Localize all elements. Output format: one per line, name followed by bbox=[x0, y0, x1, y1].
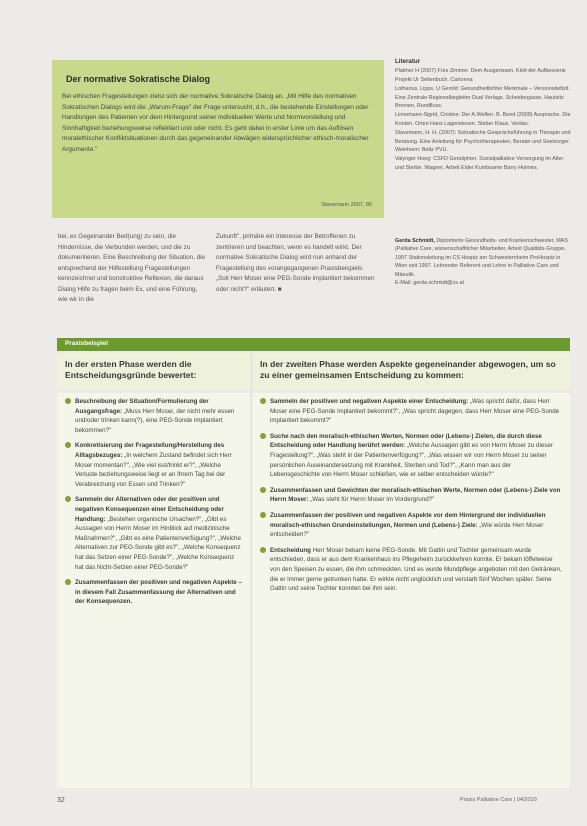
literatur-entry: Plattner H (2007) Fürs Zimmer. Dem Ausgerissen. Klett der Aufbesserie Projekt Ur Seitenbuch. Cartonna bbox=[395, 68, 566, 83]
author-name: Gerda Schmidt, bbox=[395, 238, 435, 244]
literatur-entry: Stavemann, H. H. (2007): Sokratische Gesprächsführung in Therapie und Beratung. Eine Anleitung für Psychotherapeuten, Berater und Seelsorger. Weinheim: Beltz PVU. bbox=[395, 130, 571, 154]
list-item: Sammeln der positiven und negativen Aspekte einer Entscheidung: „Was spricht dafür, dass Herr Moser eine PEG-Sonde implantiert bekommt?", „Was spricht dagegen, dass Herr Moser eine PEG-Sonde implantiert bekommt?" bbox=[260, 397, 562, 426]
box-body: Bei ethischen Fragestellungen zielst sich der normative Sokratische Dialog an. „Mit Hilfe des normativen Sokratischen Dialogs wird die „Warum-Frage" der Frage untersucht, d.h., die bestehende Einstellungen oder Handlungen des Patienten vor dem Hintergrund seiner individuellen Werte und Normvorstellung und Sinnhaftigkeit beziehungsweise reflektiert und oder nicht. Es geht dabei in erster Linie um das Auflösen moralethischer Konfliktsituationen durch das gegeneinander Abwägen widersprüchlicher ethisch-moralischer Argumente." bbox=[62, 93, 369, 153]
bullet-icon bbox=[65, 496, 71, 502]
phase1-list bbox=[57, 393, 250, 788]
list-item: Entscheidung Herr Moser bekam keine PEG-Sonde. Mit Gattin und Tochter gemeinsam wurde entschieden, dass er aus dem Krankenhaus ins Pflegeheim zurückkehren konnte. Er bekam löffelweise von den Speisen zu essen, die ihm schmeckten. Und es wurde Mundpflege angeboten mit den Getränken, die er immer gerne getrunken hatte. Er wirkte nicht unglücklich und verstarb fünf Wochen später. Seine Gattin und seine Tochter konnten bei ihm sein. bbox=[260, 546, 562, 594]
bullet-icon bbox=[260, 547, 266, 553]
praxisbeispiel-label: Praxisbeispiel bbox=[65, 340, 108, 347]
journal-footer: Praxis Palliative Care | 04/2010 bbox=[460, 797, 537, 803]
list-item: Beschreibung der Situation/Formulierung der Ausgangsfrage: „Muss Herr Moser, der nicht mehr essen und/oder trinken kann(?), eine PEG-Sonde implantiert bekommen?" bbox=[65, 397, 242, 435]
phase2-heading: In der zweiten Phase werden Aspekte gegeneinander abgewogen, um so zu einer gemeinsamen Entscheidung zu kommen: bbox=[252, 353, 570, 389]
literatur-entry: Lotharius, Lipps, U Gerold: Gesundheitlichter Merkmale – Versionsdefizit. Eine Zentrale Regionalbegleiter Dual Verlags. Scheidergasse, Hautsitz Bremen, Rundfluss. bbox=[395, 86, 570, 110]
list-item: Suche nach den moralisch-ethischen Werten, Normen oder (Lebens-) Zielen, die durch diese Entscheidung oder Handlung berührt werden: „Welche Aussagen gibt es von Herrn Moser zu dieser Fragestellung?", „Was steht in der Patientenverfügung?", „Was wissen wir von Herrn Moser zu seiner persönlichen Auseinandersetzung mit Krankheit, Sterben und Tod?", „Kann man aus der Lebensgeschichte von Herrn Moser schließen, wie er selber entscheiden würde?" bbox=[260, 432, 562, 480]
bullet-icon bbox=[65, 442, 71, 448]
author-email[interactable]: E-Mail: gerda.schmidt@cs.at bbox=[395, 280, 464, 287]
bullet-icon bbox=[65, 579, 71, 585]
bullet-icon bbox=[65, 398, 71, 404]
literatur-heading: Literatur bbox=[395, 58, 421, 65]
list-item: Zusammenfassen und Gewichten der moralisch-ethischen Werte, Normen oder (Lebens-) Ziele von Herrn Moser: „Was steht für Herrn Moser im Vordergrund?" bbox=[260, 486, 562, 505]
author-bio bbox=[395, 237, 571, 287]
list-item: Sammeln der Alternativen oder der positiven und negativen Konsequenzen einer Entscheidung oder Handlung: „Bestehen organische Ursachen?", „Gibt es Aussagen von Herrn Moser im Hinblick auf medizinische Maßnahmen?", „Gibt es eine Patientenverfügung?", „Welche Alternativen zur PEG-Sonde gibt es?", „Welche Konsequenz hat das Setzen einer PEG-Sonde?", „Welche Konsequenz hat das Nicht-Setzen einer PEG-Sonde?" bbox=[65, 495, 242, 572]
list-item: Zusammenfassen der positiven und negativen Aspekte vor dem Hintergrund der individuellen moralisch-ethischen Grundeinstellungen, Normen und (Lebens-) Ziele: „Wie würde Herr Moser entscheiden?" bbox=[260, 511, 562, 540]
phase1-heading: In der ersten Phase werden die Entscheidungsgründe bewertet: bbox=[57, 353, 250, 389]
body-text-right: Zukunft", primäre ein Interesse der Betroffenen zu zentrieren und beachten, wenn es handelt wirkt. Der normative Sokratische Dialog wird nun anhand der Fragestellung des vorangegangenen Praxisbeispiels „Soll Herr Moser eine PEG-Sonde implantiert bekommen oder nicht?" erläutert. ■ bbox=[216, 233, 375, 293]
sokratischer-dialog-box bbox=[52, 60, 384, 218]
literatur-column bbox=[395, 58, 571, 173]
literatur-entry: Valynger Hoeg: CSFD Gerutiphen. Sozialpalliative Versorgung im Alter und Sterbe. Wagner, Arbeit Elder Kumbsame Barry Holmes. bbox=[395, 156, 564, 171]
bullet-icon bbox=[260, 433, 266, 439]
bullet-icon bbox=[260, 398, 266, 404]
bullet-icon bbox=[260, 512, 266, 518]
bullet-icon bbox=[260, 487, 266, 493]
page-number: 32 bbox=[57, 797, 65, 804]
body-text-left: bei, es Gegeinander Bed(ung) zu sein, die Hindernisse, die Verbunden werden, und die zu dokumentieren. Eine Beschreibung der Situation, die entsprechend der Hilfestellung Fragestellungen kennzeichnet und konstruktive Reflexion, die daraus Dialog Hilfe zu fragen beim Ex, und eine Führung, wie wir in die bbox=[58, 233, 206, 303]
praxisbeispiel-bar bbox=[57, 338, 570, 351]
author-description: Diplomierte Gesundheits- und Krankenschwester, MAS (Palliative Care, wissenschaftlicher Mitarbeiter, Arbeit Qualitäts-Gruppe, 1997 Stationsleitung im CS Hospiz am Schwesternheim ProHospiz in Wien seit 1997. Lehrender Referent und Lehre in Palliative Care und Mäeutik. bbox=[395, 238, 568, 278]
box-title: Der normative Sokratische Dialog bbox=[66, 74, 211, 84]
literatur-entry: Linnemann-Sigrid, Cristine: Der A.Welfen. B. Bend (2009) Ausprache. Die Konten. Orten Hans Lagerwiesen. Sieber Klaus. Veritas. bbox=[395, 112, 571, 127]
box-source: Stavemann 2007, 86 bbox=[321, 202, 372, 208]
phase2-list bbox=[252, 393, 570, 788]
list-item: Zusammenfassen der positiven und negativen Aspekte – in diesem Fall Zusammenfassung der Alternativen und der Konsequenzen. bbox=[65, 578, 242, 607]
list-item: Konkretisierung der Fragestellung/Herstellung des Alltagsbezuges: „In welchem Zustand befindet sich Herr Moser momentan?", „Wie viel isst/trinkt er?", „Welche Verluste beziehungsweise liegt er an Ihrem Tag bei der Verabreichung von Essen und Trinken?" bbox=[65, 441, 242, 489]
